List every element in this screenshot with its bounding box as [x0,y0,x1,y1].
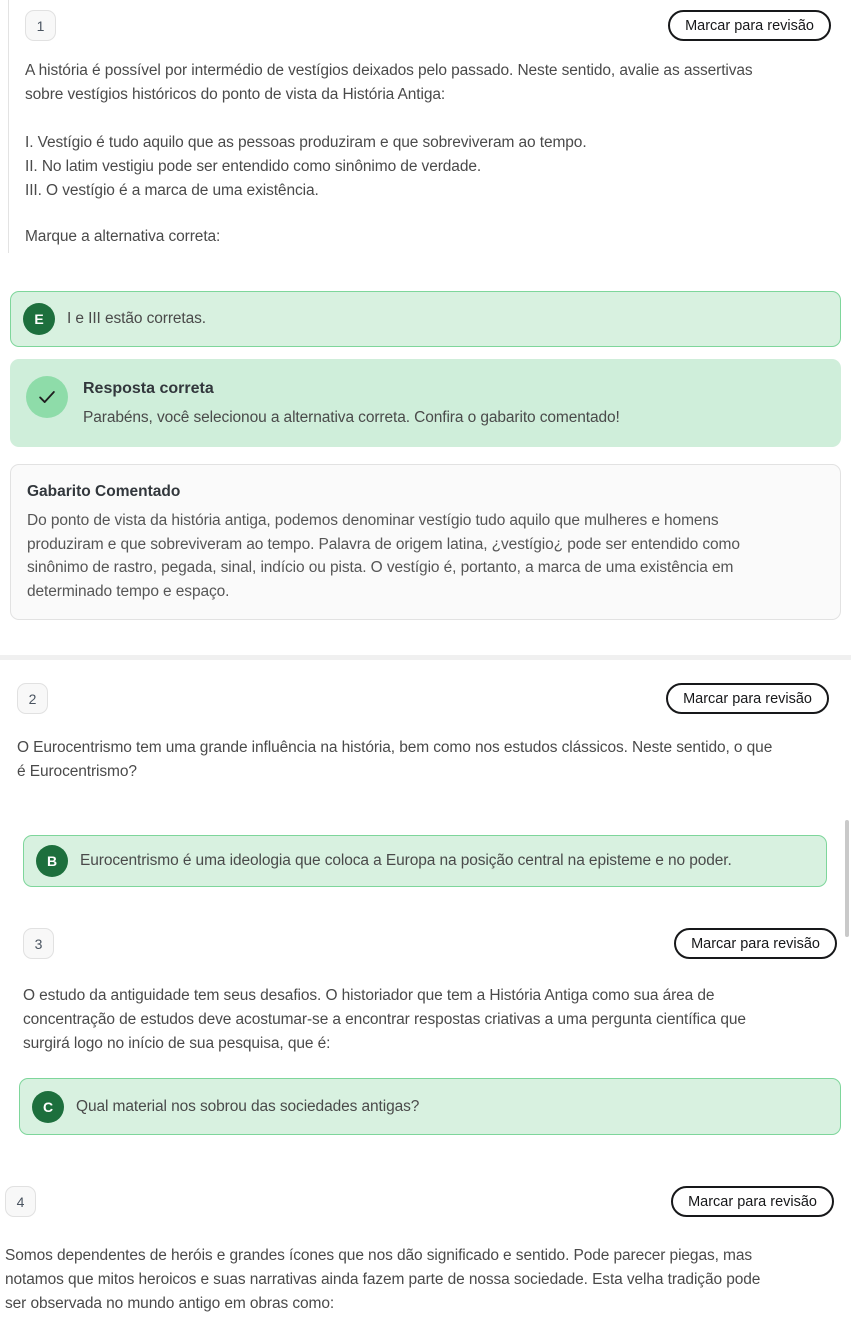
question-1-header [25,10,831,41]
statement-line: concentração de estudos deve acostumar-se a encontrar respostas criativas a uma pergunta científica que [23,1011,746,1028]
statement-line: O Eurocentrismo tem uma grande influência na história, bem como nos estudos clássicos. Neste sentido, o que [17,739,773,756]
section-divider [0,655,851,660]
option-text: I e III estão corretas. [67,310,206,327]
question-3-statement [23,984,828,1056]
question-number-badge: 4 [5,1186,36,1217]
question-1-card [0,10,851,620]
question-number-badge: 1 [25,10,56,41]
option-letter-badge: E [23,303,55,335]
feedback-message: Parabéns, você selecionou a alternativa correta. Confira o gabarito comentado! [83,409,620,426]
statement-line: surgirá logo no início de sua pesquisa, que é: [23,1035,331,1052]
statement-line: A história é possível por intermédio de vestígios deixados pelo passado. Neste sentido, avalie as assertivas [25,62,753,79]
selected-answer-option[interactable] [10,291,841,347]
statement-line: O estudo da antiguidade tem seus desafios. O historiador que tem a História Antiga como sua área de [23,987,715,1004]
correct-answer-feedback [10,359,841,447]
mark-for-review-button[interactable]: Marcar para revisão [668,10,831,41]
assertion-line: I. Vestígio é tudo aquilo que as pessoas produziram e que sobreviveram ao tempo. [25,134,587,151]
mark-for-review-button[interactable]: Marcar para revisão [671,1186,834,1217]
answer-key-card [10,464,841,620]
assertion-line: III. O vestígio é a marca de uma existência. [25,182,319,199]
assertion-line: II. No latim vestigiu pode ser entendido como sinônimo de verdade. [25,158,482,175]
card-left-border [8,0,9,253]
question-3-card [0,928,851,1135]
answer-key-line: determinado tempo e espaço. [27,582,230,600]
mark-for-review-button[interactable]: Marcar para revisão [666,683,829,714]
mark-for-review-button[interactable]: Marcar para revisão [674,928,837,959]
option-letter-badge: C [32,1091,64,1123]
spacer [25,107,826,131]
feedback-content [83,376,620,430]
question-1-statement [25,59,826,249]
answer-key-line: produziram e que sobreviveram ao tempo. Palavra de origem latina, ¿vestígio¿ pode ser entendido como [27,535,740,553]
question-4-header [5,1186,834,1217]
question-4-card [0,1186,851,1316]
check-icon [36,386,58,408]
statement-line: ser observada no mundo antigo em obras como: [5,1295,335,1312]
answer-key-title: Gabarito Comentado [27,483,181,500]
selected-answer-option[interactable] [19,1078,841,1135]
question-2-header [17,683,829,714]
question-3-header [23,928,837,959]
statement-line: notamos que mitos heroicos e suas narrativas ainda fazem parte de nossa sociedade. Esta velha tradição pode [5,1271,761,1288]
option-letter-badge: B [36,845,68,877]
question-2-card [0,683,851,887]
question-2-statement [17,736,834,784]
statement-line: sobre vestígios históricos do ponto de vista da História Antiga: [25,86,446,103]
question-number-badge: 3 [23,928,54,959]
answer-key-line: sinônimo de rastro, pegada, sinal, indício ou pista. O vestígio é, portanto, a marca de uma existência em [27,559,734,576]
question-prompt: Marque a alternativa correta: [25,228,221,245]
question-4-statement [5,1244,841,1316]
scrollbar-thumb[interactable] [845,820,849,937]
option-text: Eurocentrismo é uma ideologia que coloca a Europa na posição central na episteme e no poder. [80,852,732,869]
statement-line: Somos dependentes de heróis e grandes ícones que nos dão significado e sentido. Pode parecer piegas, mas [5,1247,753,1264]
selected-answer-option[interactable] [23,835,827,887]
option-text: Qual material nos sobrou das sociedades antigas? [76,1097,420,1115]
question-number-badge: 2 [17,683,48,714]
answer-key-line: Do ponto de vista da história antiga, podemos denominar vestígio tudo aquilo que mulheres e homens [27,512,719,529]
statement-line: é Eurocentrismo? [17,763,137,780]
check-circle [26,376,68,418]
feedback-title: Resposta correta [83,380,214,397]
